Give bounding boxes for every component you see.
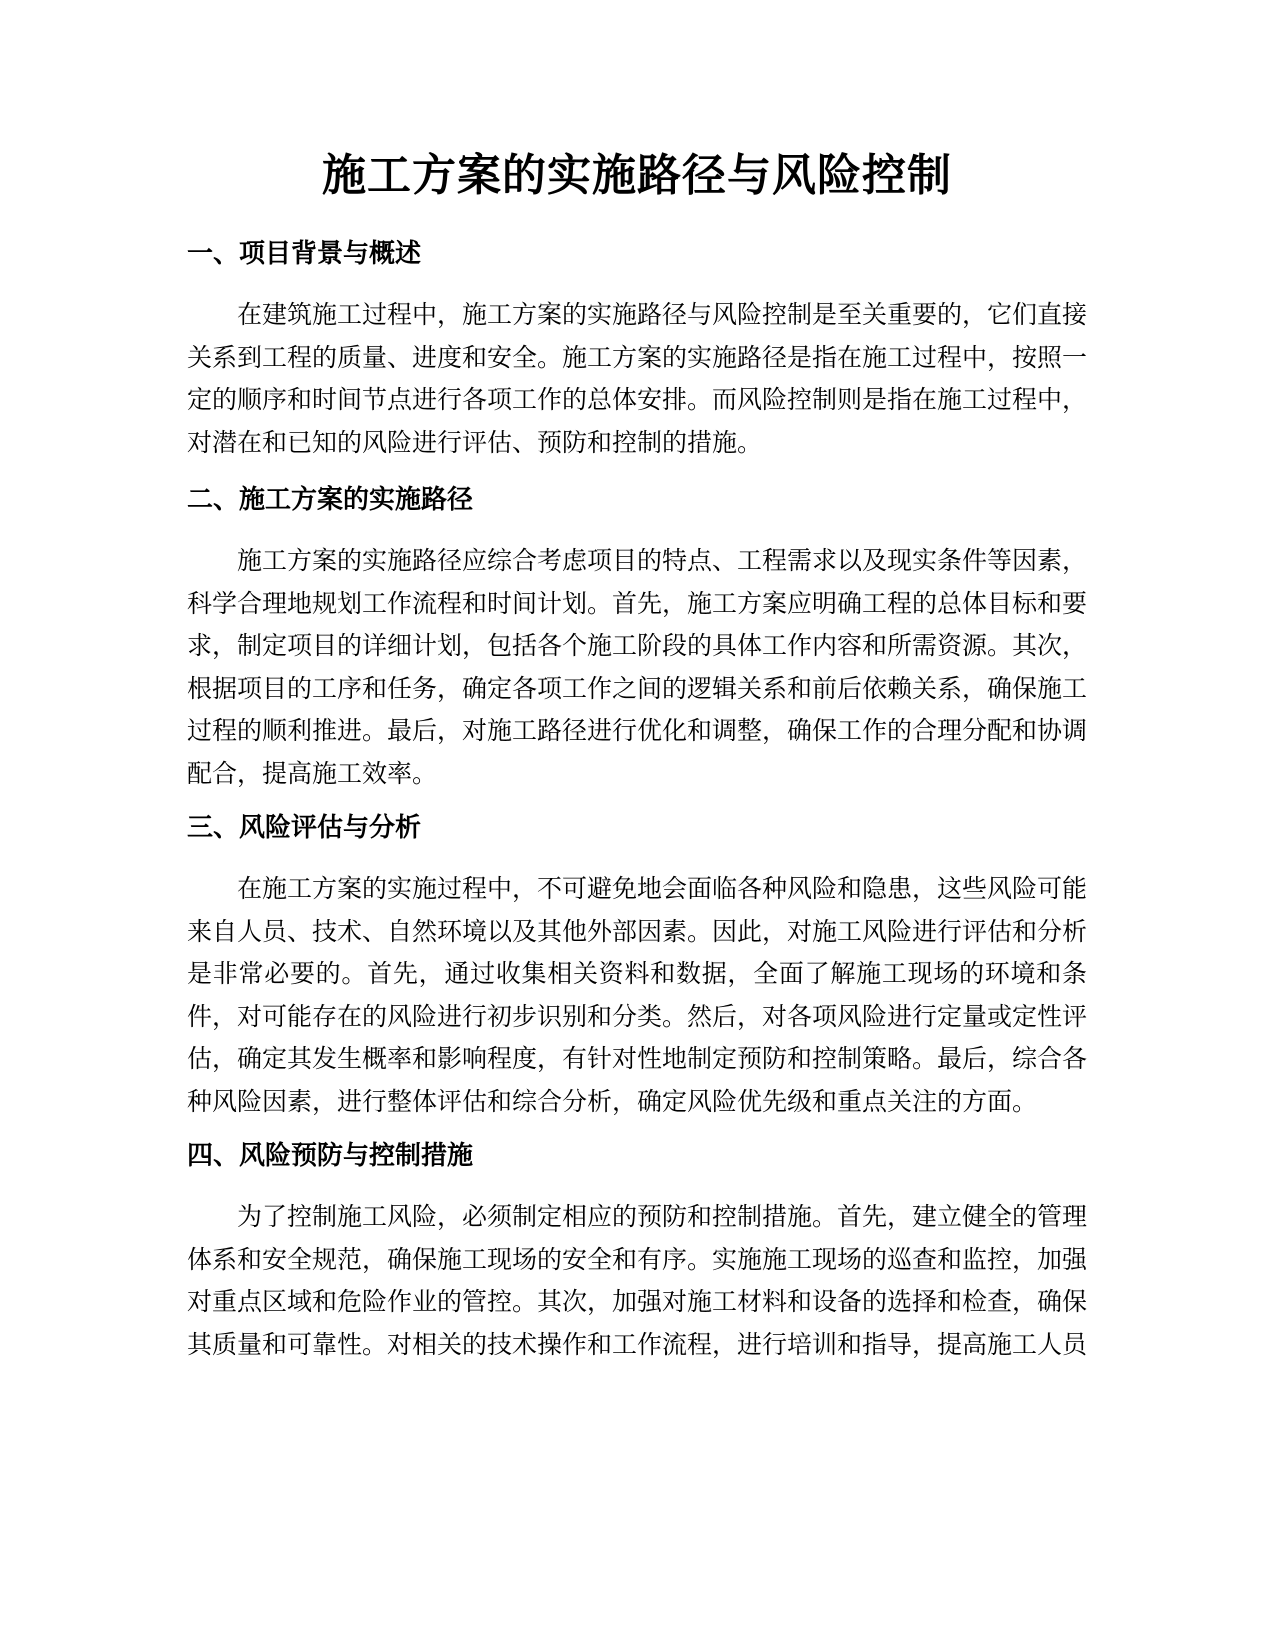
section-heading-3: 三、风险评估与分析 — [187, 813, 422, 843]
section-heading-2: 二、施工方案的实施路径 — [187, 485, 474, 515]
section-heading-4: 四、风险预防与控制措施 — [187, 1141, 474, 1171]
section-paragraph-2: 施工方案的实施路径应综合考虑项目的特点、工程需求以及现实条件等因素，科学合理地规划工作流程和时间计划。首先，施工方案应明确工程的总体目标和要求，制定项目的详细计划，包括各个施工阶段的具体工作内容和所需资源。其次，根据项目的工序和任务，确定各项工作之间的逻辑关系和前后依赖关系，确保施工过程的顺利推进。最后，对施工路径进行优化和调整，确保工作的合理分配和协调配合，提高施工效率。 — [187, 546, 1088, 788]
section-paragraph-1: 在建筑施工过程中，施工方案的实施路径与风险控制是至关重要的，它们直接关系到工程的质量、进度和安全。施工方案的实施路径是指在施工过程中，按照一定的顺序和时间节点进行各项工作的总体安排。而风险控制则是指在施工过程中，对潜在和已知的风险进行评估、预防和控制的措施。 — [187, 300, 1088, 457]
document-title: 施工方案的实施路径与风险控制 — [322, 150, 952, 201]
section-heading-1: 一、项目背景与概述 — [187, 239, 422, 269]
section-paragraph-4: 为了控制施工风险，必须制定相应的预防和控制措施。首先，建立健全的管理体系和安全规范，确保施工现场的安全和有序。实施施工现场的巡查和监控，加强对重点区域和危险作业的管控。其次，加强对施工材料和设备的选择和检查，确保其质量和可靠性。对相关的技术操作和工作流程，进行培训和指导，提高施工人员 — [187, 1202, 1088, 1359]
section-paragraph-3: 在施工方案的实施过程中，不可避免地会面临各种风险和隐患，这些风险可能来自人员、技术、自然环境以及其他外部因素。因此，对施工风险进行评估和分析是非常必要的。首先，通过收集相关资料和数据，全面了解施工现场的环境和条件，对可能存在的风险进行初步识别和分类。然后，对各项风险进行定量或定性评估，确定其发生概率和影响程度，有针对性地制定预防和控制策略。最后，综合各种风险因素，进行整体评估和综合分析，确定风险优先级和重点关注的方面。 — [187, 874, 1088, 1116]
